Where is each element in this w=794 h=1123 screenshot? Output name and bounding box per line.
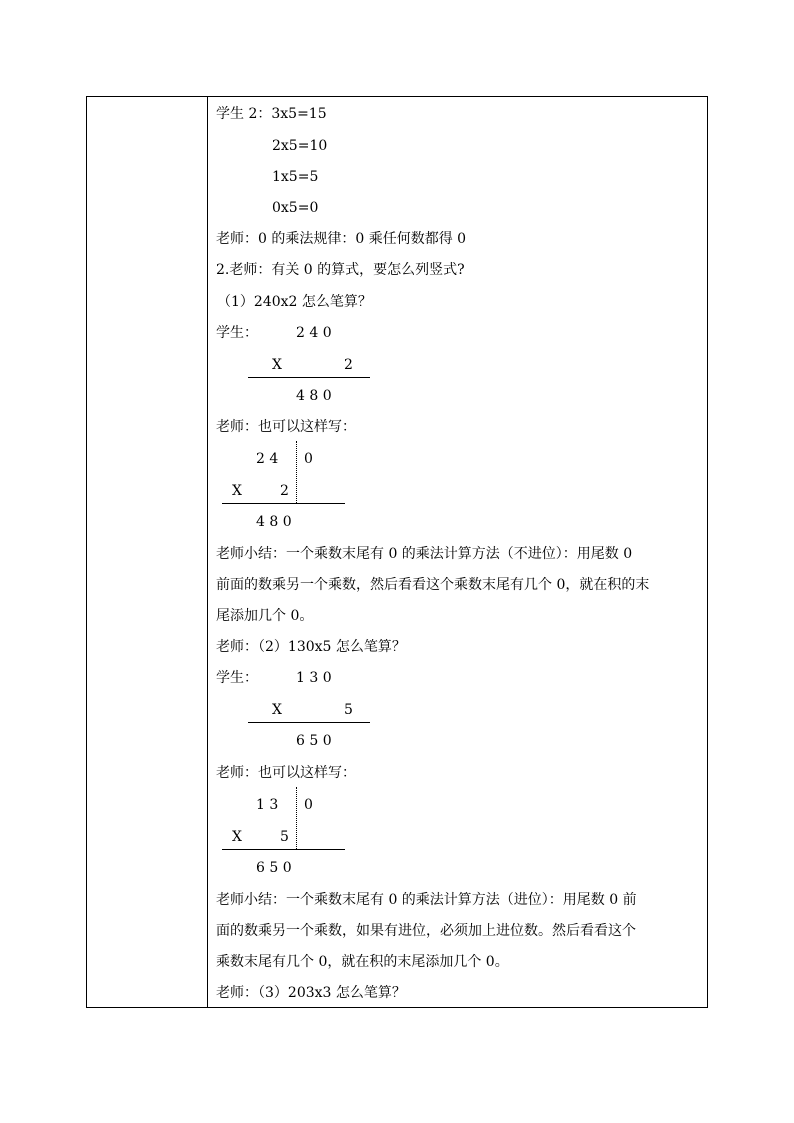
equation-line: 1x5=5 — [272, 169, 319, 185]
multiplier: 2 — [280, 483, 289, 499]
teacher-line: 老师：（2）130x5 怎么笔算？ — [216, 639, 406, 655]
multiplicand-digits: 1 3 — [256, 797, 279, 813]
multiplicand: 2 4 0 — [296, 325, 332, 341]
multiplier: 2 — [344, 357, 353, 373]
product: 6 5 0 — [296, 733, 332, 749]
calc-rule — [248, 377, 370, 378]
separator-dotted-line — [296, 787, 297, 849]
equation-line: 2x5=10 — [272, 138, 328, 154]
calc-rule — [222, 849, 345, 850]
calc-rule — [248, 722, 370, 723]
vertical-calculation-4 — [216, 797, 416, 882]
student-label: 学生： — [216, 325, 258, 341]
summary-line: 老师小结：一个乘数末尾有 0 的乘法计算方法（进位）：用尾数 0 前 — [216, 892, 637, 908]
equation-line: 0x5=0 — [272, 200, 319, 216]
product: 4 8 0 — [256, 514, 292, 530]
lesson-table — [86, 96, 708, 1008]
lesson-content — [216, 97, 706, 1007]
times-sign: X — [232, 829, 242, 845]
column-divider — [207, 97, 208, 1007]
trailing-zero: 0 — [304, 797, 313, 813]
multiplicand-digits: 2 4 — [256, 451, 279, 467]
summary-line: 乘数末尾有几个 0，就在积的末尾添加几个 0。 — [216, 954, 509, 970]
times-sign: X — [272, 357, 282, 373]
separator-dotted-line — [296, 441, 297, 503]
times-sign: X — [272, 702, 282, 718]
multiplicand: 1 3 0 — [296, 670, 332, 686]
teacher-line: 老师：（3）203x3 怎么笔算？ — [216, 985, 406, 1001]
summary-line: 面的数乘另一个乘数，如果有进位，必须加上进位数。然后看看这个 — [216, 923, 636, 939]
product: 6 5 0 — [256, 860, 292, 876]
teacher-line: 老师：也可以这样写： — [216, 765, 356, 781]
student-2-line: 学生 2：3x5=15 — [216, 106, 327, 122]
student-label: 学生： — [216, 670, 258, 686]
calc-rule — [222, 503, 345, 504]
times-sign: X — [232, 483, 242, 499]
multiplier: 5 — [280, 829, 289, 845]
vertical-calculation-2 — [216, 451, 416, 536]
vertical-calculation-1 — [216, 325, 416, 410]
product: 4 8 0 — [296, 388, 332, 404]
teacher-line: 老师：0 的乘法规律：0 乘任何数都得 0 — [216, 231, 467, 247]
teacher-line: 老师：也可以这样写： — [216, 419, 356, 435]
summary-line: 老师小结：一个乘数末尾有 0 的乘法计算方法（不进位）：用尾数 0 — [216, 546, 633, 562]
vertical-calculation-3 — [216, 670, 416, 755]
teacher-line: 2.老师：有关 0 的算式，要怎么列竖式? — [216, 262, 465, 278]
multiplier: 5 — [344, 702, 353, 718]
summary-line: 前面的数乘另一个乘数，然后看看这个乘数末尾有几个 0，就在积的末 — [216, 577, 650, 593]
summary-line: 尾添加几个 0。 — [216, 608, 314, 624]
trailing-zero: 0 — [304, 451, 313, 467]
question-line: （1）240x2 怎么笔算？ — [217, 294, 372, 310]
